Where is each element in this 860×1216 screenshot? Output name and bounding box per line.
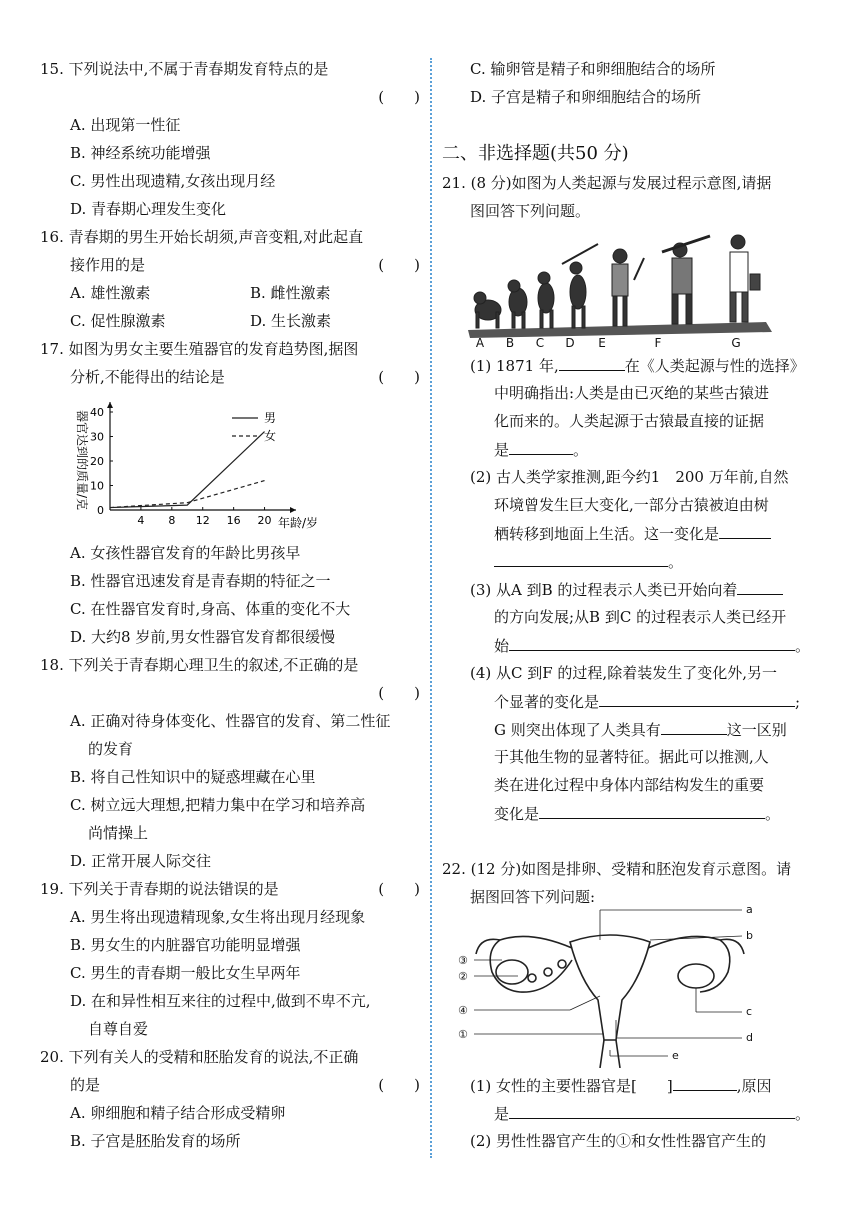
q21-p1-line2: 中明确指出:人类是由已灭绝的某些古猿进 <box>494 384 770 402</box>
q21-blank-5[interactable] <box>509 634 795 651</box>
q18-option-a-line2: 的发育 <box>88 740 134 758</box>
q21-blank-6[interactable] <box>599 690 795 707</box>
q16-stem-line2: 接作用的是 <box>70 256 146 274</box>
q21-blank-3[interactable] <box>719 522 771 539</box>
q22-p1-line1: (1) 女性的主要性器官是[ ] ,原因 <box>470 1074 772 1097</box>
chart-x-tick-label: 8 <box>168 514 176 527</box>
chart-x-tick-label: 4 <box>137 514 145 527</box>
q20-option-d: D. 子宫是精子和卵细胞结合的场所 <box>470 88 702 106</box>
q21-stem-line1: 21. (8 分)如图为人类起源与发展过程示意图,请据 <box>442 174 772 192</box>
q21-p2-line1: (2) 古人类学家推测,距今约1 200 万年前,自然 <box>470 468 789 486</box>
fig-label-d: D <box>565 336 575 348</box>
figure-f-worker <box>662 236 710 324</box>
fig-label-c: C <box>535 336 545 348</box>
chart-x-tick-label: 20 <box>257 514 272 527</box>
q17-option-d: D. 大约8 岁前,男女性器官发育都很缓慢 <box>70 628 336 646</box>
diagram-label-3: ③ <box>458 954 468 967</box>
q19-stem: 19. 下列关于青春期的说法错误的是 <box>40 880 279 898</box>
diagram-label-2: ② <box>458 970 468 983</box>
q20-option-c: C. 输卵管是精子和卵细胞结合的场所 <box>470 60 716 78</box>
q19-option-b: B. 男女生的内脏器官功能明显增强 <box>70 936 301 954</box>
diagram-label-d: d <box>746 1031 753 1044</box>
q21-stem-line2: 图回答下列问题。 <box>470 202 591 220</box>
uterus <box>570 935 650 1040</box>
q15-option-c: C. 男性出现遗精,女孩出现月经 <box>70 172 276 190</box>
q20-option-a: A. 卵细胞和精子结合形成受精卵 <box>70 1104 286 1122</box>
q17-option-a: A. 女孩性器官发育的年龄比男孩早 <box>70 544 301 562</box>
q16-answer-paren[interactable]: ( ) <box>378 256 420 274</box>
q21-p2-line2: 环境曾发生巨大变化,一部分古猿被迫由树 <box>494 496 769 514</box>
chart-series-line <box>110 432 265 508</box>
q18-stem: 18. 下列关于青春期心理卫生的叙述,不正确的是 <box>40 656 359 674</box>
chart-x-tick-label: 16 <box>226 514 241 527</box>
q18-option-b: B. 将自己性知识中的疑惑埋藏在心里 <box>70 768 316 786</box>
q18-option-a-line1: A. 正确对待身体变化、性器官的发育、第二性征 <box>70 712 391 730</box>
q21-blank-4[interactable] <box>737 578 783 595</box>
fig-label-a: A <box>475 336 485 348</box>
diagram-label-e: e <box>672 1049 679 1062</box>
q18-option-c-line1: C. 树立远大理想,把精力集中在学习和培养高 <box>70 796 366 814</box>
figure-d-hominid <box>562 244 598 328</box>
q17-stem-line1: 17. 如图为男女主要生殖器官的发育趋势图,据图 <box>40 340 359 358</box>
q18-option-c-line2: 尚情操上 <box>88 824 149 842</box>
chart-plot <box>90 402 296 527</box>
q21-p3-line3: 始 。 <box>494 634 810 657</box>
figure-c-hominid <box>538 272 554 328</box>
diagram-label-4: ④ <box>458 1004 468 1017</box>
q21-p1-line3: 化而来的。人类起源于古猿最直接的证据 <box>494 412 765 430</box>
q17-answer-paren[interactable]: ( ) <box>378 368 420 386</box>
q22-blank-1[interactable] <box>673 1074 737 1091</box>
q17-option-b: B. 性器官迅速发育是青春期的特征之一 <box>70 572 331 590</box>
fig-label-g: G <box>731 336 741 348</box>
human-evolution-figure <box>466 230 776 348</box>
fig-label-b: B <box>505 336 515 348</box>
q21-p1-line1: (1) 1871 年, 在《人类起源与性的选择》 <box>470 354 805 377</box>
q21-p3-line2: 的方向发展;从B 到C 的过程表示人类已经开 <box>494 608 787 626</box>
figure-g-modern-human <box>730 235 760 322</box>
q21-p3-line1: (3) 从A 到B 的过程表示人类已开始向着 <box>470 578 783 601</box>
chart-y-tick-label: 20 <box>90 455 104 468</box>
diagram-label-a: a <box>746 903 753 916</box>
q21-blank-3-cont[interactable] <box>494 550 668 567</box>
chart-xlabel: 年龄/岁 <box>278 516 319 530</box>
q15-answer-paren[interactable]: ( ) <box>378 88 420 106</box>
figure-a-ape <box>474 292 501 328</box>
q22-stem-line2: 据图回答下列问题: <box>470 888 596 906</box>
diagram-label-1: ① <box>458 1028 468 1041</box>
q21-p4-line3: G 则突出体现了人类具有 这一区别 <box>494 718 787 741</box>
q20-stem-line2: 的是 <box>70 1076 101 1094</box>
q22-blank-2[interactable] <box>509 1102 795 1119</box>
q19-option-d-line2: 自尊自爱 <box>88 1020 149 1038</box>
chart-y-tick-label: 30 <box>90 430 104 444</box>
q16-option-a: A. 雄性激素 <box>70 284 151 302</box>
fig-label-e: E <box>598 336 606 348</box>
q21-p4-line6: 变化是 。 <box>494 802 780 825</box>
q15-option-d: D. 青春期心理发生变化 <box>70 200 227 218</box>
chart-ylabel: 器官达到的质量/克 <box>75 409 89 511</box>
q17-option-c: C. 在性器官发育时,身高、体重的变化不大 <box>70 600 351 618</box>
q20-stem-line1: 20. 下列有关人的受精和胚胎发育的说法,不正确 <box>40 1048 359 1066</box>
growth-chart <box>60 398 340 533</box>
chart-legend-label: 男 <box>264 411 277 425</box>
q16-option-b: B. 雌性激素 <box>250 284 331 302</box>
chart-legend-label: 女 <box>264 429 277 443</box>
q16-option-c: C. 促性腺激素 <box>70 312 166 330</box>
q15-stem: 15. 下列说法中,不属于青春期发育特点的是 <box>40 60 329 78</box>
q18-answer-paren[interactable]: ( ) <box>378 684 420 702</box>
q15-option-b: B. 神经系统功能增强 <box>70 144 211 162</box>
figure-e-early-human <box>612 249 644 326</box>
q21-p4-line5: 类在进化过程中身体内部结构发生的重要 <box>494 776 765 794</box>
q21-blank-1[interactable] <box>559 354 625 371</box>
q17-stem-line2: 分析,不能得出的结论是 <box>70 368 225 386</box>
q18-option-d: D. 正常开展人际交往 <box>70 852 212 870</box>
q22-p1-line2: 是 。 <box>494 1102 810 1125</box>
q21-blank-7[interactable] <box>661 718 727 735</box>
q16-stem-line1: 16. 青春期的男生开始长胡须,声音变粗,对此起直 <box>40 228 364 246</box>
right-ovary <box>678 964 714 988</box>
section-title: 二、非选择题(共50 分) <box>442 143 629 164</box>
fig-label-f: F <box>654 336 662 348</box>
q21-p4-line1: (4) 从C 到F 的过程,除着装发生了变化外,另一 <box>470 664 777 682</box>
chart-series-line <box>110 481 265 508</box>
q16-option-d: D. 生长激素 <box>250 312 332 330</box>
chart-y-arrow <box>107 402 113 408</box>
q15-option-a: A. 出现第一性征 <box>70 116 181 134</box>
q21-blank-2[interactable] <box>509 438 573 455</box>
left-ovary <box>496 960 528 984</box>
chart-y-tick-label: 10 <box>90 479 104 493</box>
female-reproductive-diagram <box>450 900 770 1068</box>
diagram-label-c: c <box>746 1005 753 1018</box>
q22-stem-line1: 22. (12 分)如图是排卵、受精和胚泡发育示意图。请 <box>442 860 792 878</box>
q19-option-c: C. 男生的青春期一般比女生早两年 <box>70 964 301 982</box>
q20-answer-paren[interactable]: ( ) <box>378 1076 420 1094</box>
q21-p4-line4: 于其他生物的显著特征。据此可以推测,人 <box>494 748 769 766</box>
chart-y-tick-label: 40 <box>90 406 104 419</box>
q19-option-d-line1: D. 在和异性相互来往的过程中,做到不卑不亢, <box>70 992 371 1010</box>
q21-p2-line3: 栖转移到地面上生活。这一变化是 <box>494 522 771 545</box>
q19-answer-paren[interactable]: ( ) <box>378 880 420 898</box>
left-oviduct <box>490 936 572 992</box>
q21-blank-8[interactable] <box>539 802 765 819</box>
q19-option-a: A. 男生将出现遗精现象,女生将出现月经现象 <box>70 908 366 926</box>
q21-p4-line2: 个显著的变化是 ; <box>494 690 800 713</box>
q21-p1-line4: 是 。 <box>494 438 588 461</box>
column-divider <box>430 58 432 1158</box>
chart-x-tick-label: 12 <box>195 514 210 527</box>
chart-x-arrow <box>290 507 296 513</box>
chart-y-tick-label: 0 <box>97 504 104 517</box>
q21-p2-line4: 。 <box>494 550 683 573</box>
diagram-label-b: b <box>746 929 753 942</box>
q20-option-b: B. 子宫是胚胎发育的场所 <box>70 1132 241 1150</box>
figure-b-ape <box>508 280 527 328</box>
q22-p2-line1: (2) 男性性器官产生的①和女性性器官产生的 <box>470 1132 767 1150</box>
